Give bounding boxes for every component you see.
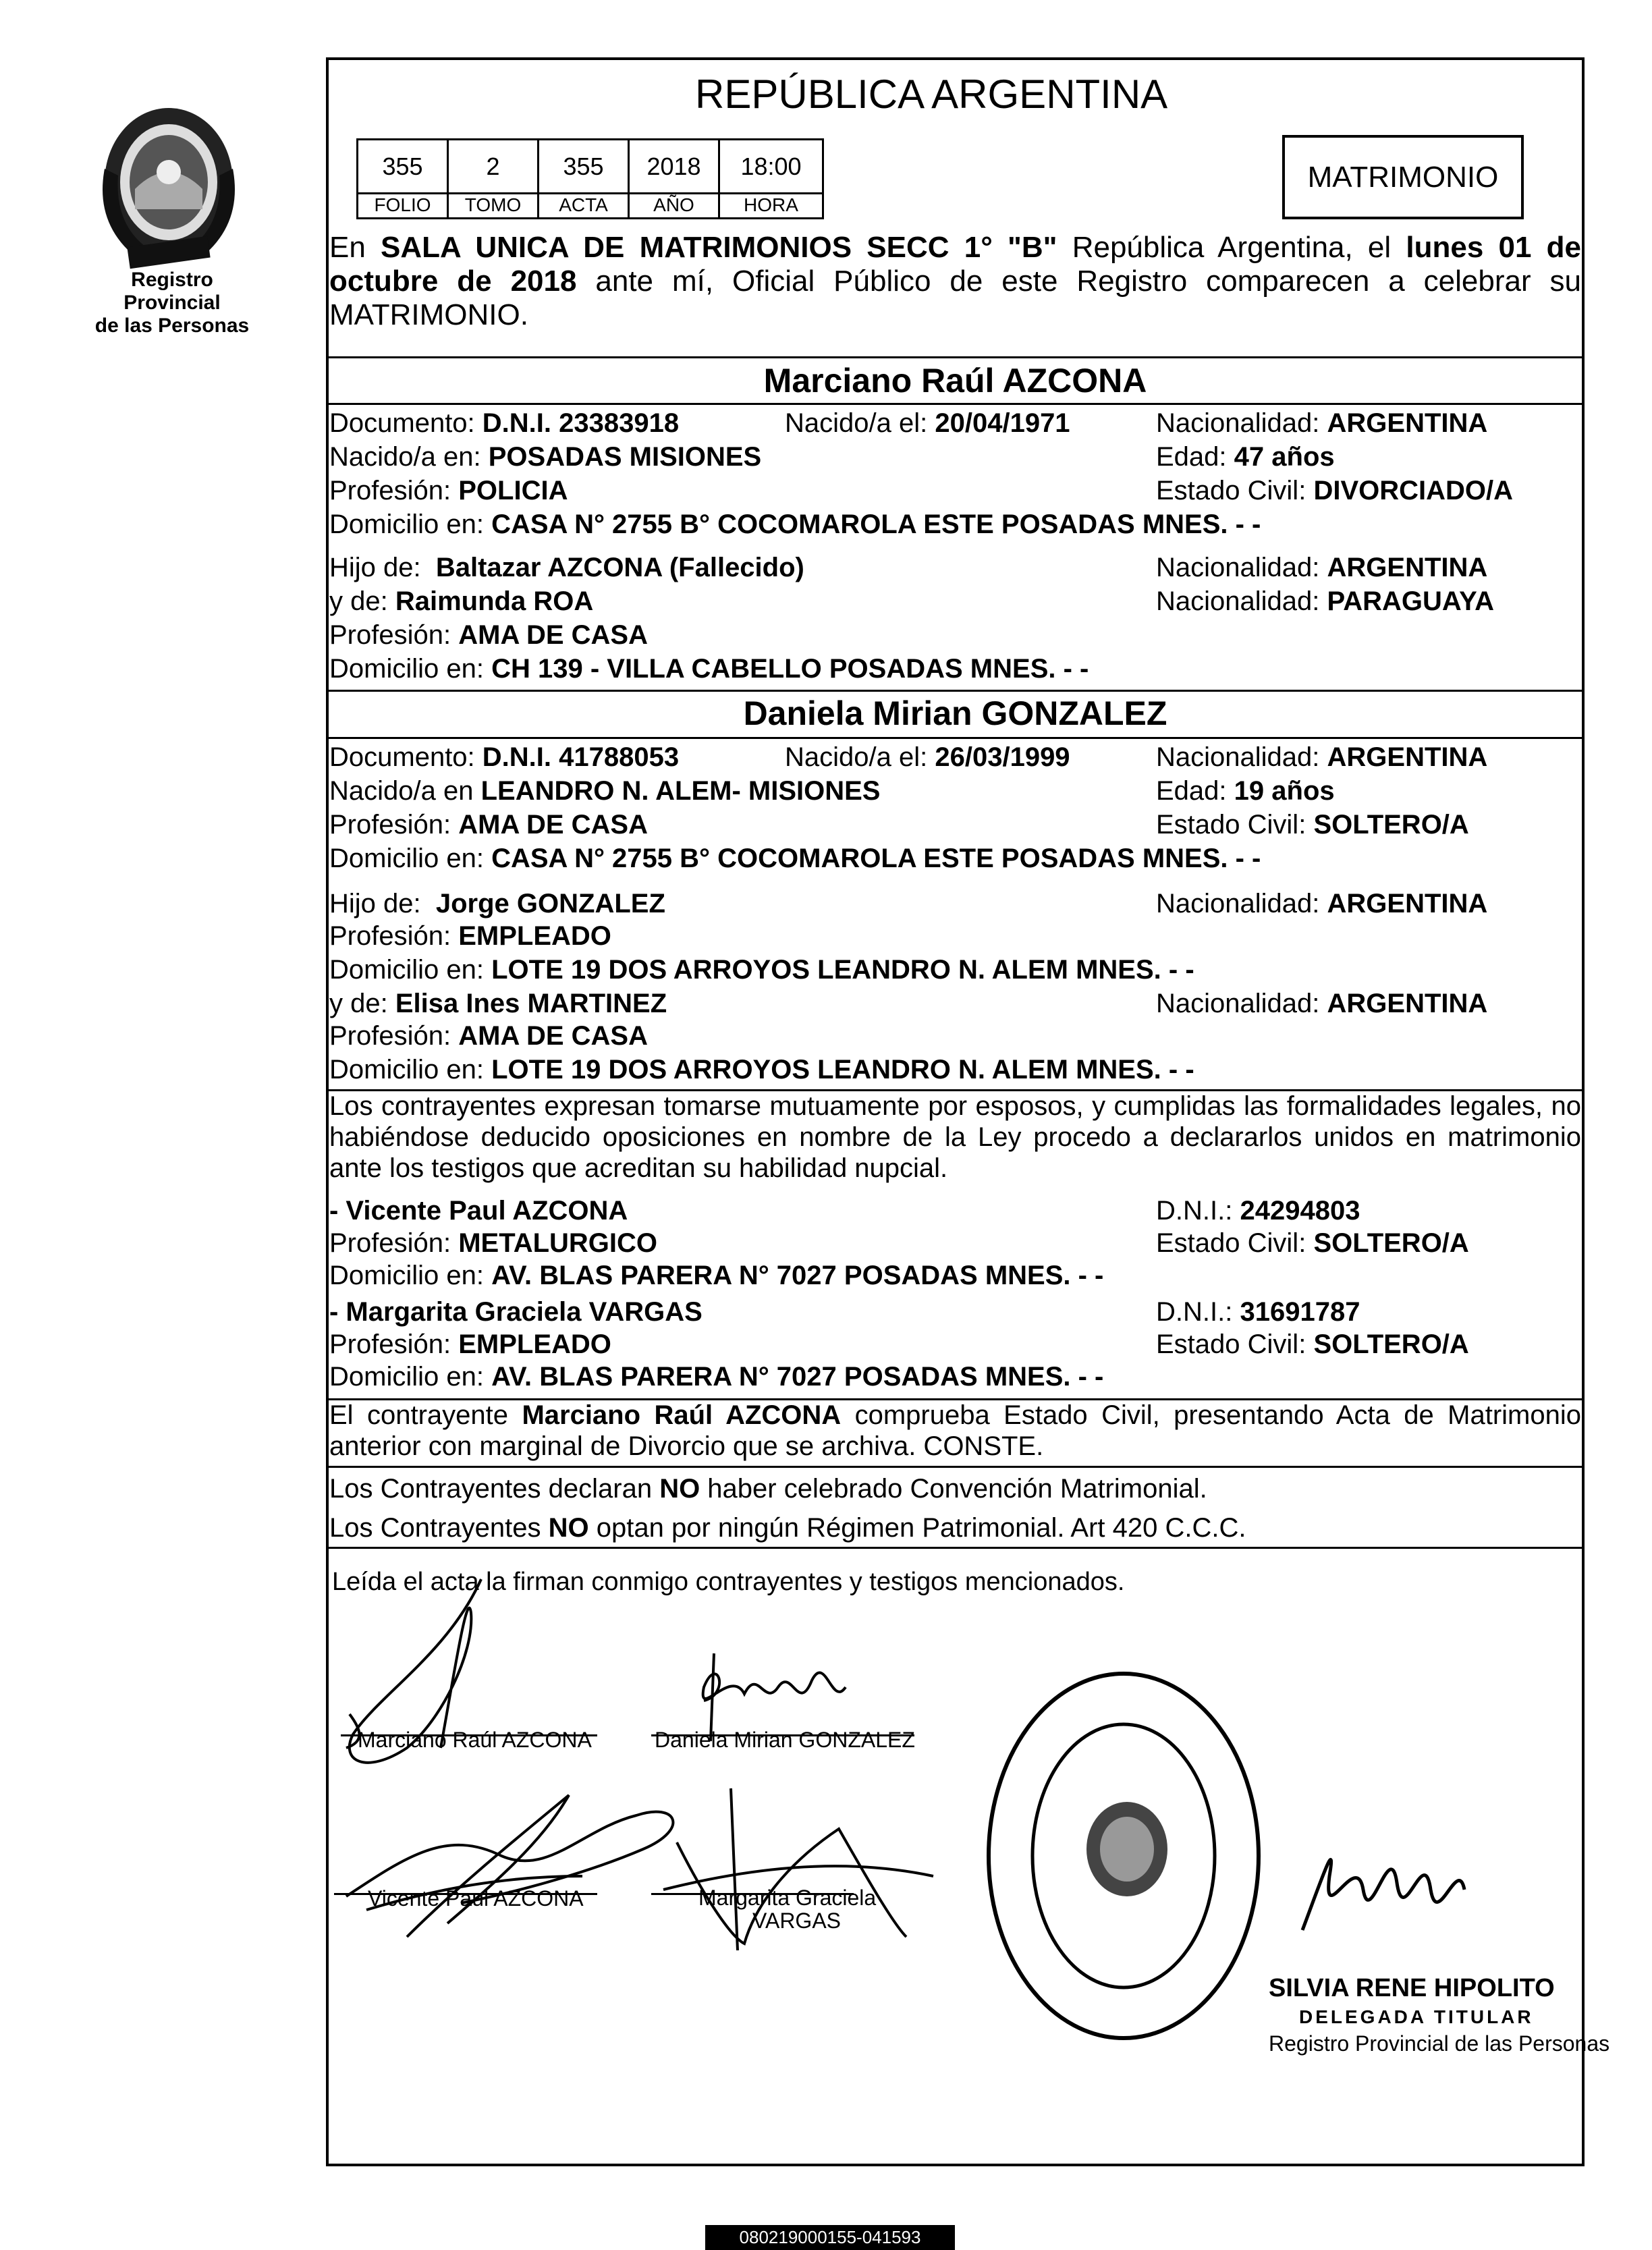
spouse2-mother: y de: Elisa Ines MARTINEZ: [329, 989, 667, 1018]
stamp-seal-icon: [982, 1667, 1265, 2045]
official-signature: [1282, 1795, 1498, 1971]
spouse2-civil-status: Estado Civil: SOLTERO/A: [1156, 810, 1469, 840]
act-type-box: MATRIMONIO: [1282, 135, 1524, 219]
witness1-name: - Vicente Paul AZCONA: [329, 1196, 628, 1226]
spouse2-father-nationality: Nacionalidad: ARGENTINA: [1156, 889, 1488, 918]
divider: [326, 356, 1585, 358]
spouse1-age: Edad: 47 años: [1156, 442, 1335, 472]
spouse2-father-profession: Profesión: EMPLEADO: [329, 921, 611, 951]
witness2-name: - Margarita Graciela VARGAS: [329, 1297, 703, 1327]
spouse1-parents-profession: Profesión: AMA DE CASA: [329, 620, 648, 650]
witness2-profession: Profesión: EMPLEADO: [329, 1329, 611, 1359]
spouse2-name: Daniela Mirian GONZALEZ: [743, 694, 1167, 732]
country-title: REPÚBLICA ARGENTINA: [695, 72, 1168, 117]
acta-cell: 355 ACTA: [537, 138, 630, 219]
spouse2-mother-profession: Profesión: AMA DE CASA: [329, 1021, 648, 1051]
official-stamp: [982, 1667, 1265, 2045]
folio-cell: 355 FOLIO: [356, 138, 449, 219]
anio-cell: 2018 AÑO: [628, 138, 720, 219]
province-seal-icon: [81, 88, 256, 277]
witness1-civil-status: Estado Civil: SOLTERO/A: [1156, 1228, 1469, 1258]
declaration-paragraph: Los contrayentes expresan tomarse mutuamente por esposos, y cumplidas las formalidades legales, no habiéndose deducido oposiciones en nombre de la Ley procedo a declararlos unidos en matrimonio ante los testigos que acreditan su habilidad nupcial.: [329, 1091, 1581, 1183]
spouse2-nationality: Nacionalidad: ARGENTINA: [1156, 742, 1488, 772]
closing-text: Leída el acta la firman conmigo contrayentes y testigos mencionados.: [332, 1568, 1125, 1596]
signature-label-3: Vicente Paul AZCONA: [368, 1886, 584, 1911]
divider: [326, 1466, 1585, 1468]
spouse2-profession: Profesión: AMA DE CASA: [329, 810, 648, 840]
footer-code-box: 080219000155-041593: [705, 2225, 955, 2250]
spouse2-father: Hijo de: Jorge GONZALEZ: [329, 889, 665, 918]
signature-vicente: [346, 1795, 673, 1937]
hora-cell: 18:00 HORA: [718, 138, 824, 219]
spouse2-birthdate: Nacido/a el: 26/03/1999: [785, 742, 1070, 772]
civil-status-note: El contrayente Marciano Raúl AZCONA comprueba Estado Civil, presentando Acta de Matrimonio anterior con marginal de Divorcio que se archiva. CONSTE.: [329, 1400, 1581, 1461]
spouse1-name: Marciano Raúl AZCONA: [763, 362, 1147, 400]
spouse2-document: Documento: D.N.I. 41788053: [329, 742, 680, 772]
spouse2-father-address: Domicilio en: LOTE 19 DOS ARROYOS LEANDRO N. ALEM MNES. - -: [329, 955, 1194, 985]
spouse2-address: Domicilio en: CASA N° 2755 B° COCOMAROLA ESTE POSADAS MNES. - -: [329, 844, 1261, 873]
divider: [326, 1547, 1585, 1549]
official-org: Registro Provincial de las Personas: [1269, 2031, 1610, 2056]
witness1-profession: Profesión: METALURGICO: [329, 1228, 658, 1258]
spouse2-age: Edad: 19 años: [1156, 776, 1335, 806]
spouse1-profession: Profesión: POLICIA: [329, 476, 568, 505]
spouse2-birthplace: Nacido/a en LEANDRO N. ALEM- MISIONES: [329, 776, 881, 806]
logo-caption: Registro Provincial de las Personas: [94, 269, 250, 337]
divider: [326, 737, 1585, 739]
spouse1-parents-address: Domicilio en: CH 139 - VILLA CABELLO POSADAS MNES. - -: [329, 654, 1089, 684]
spouse1-father-nationality: Nacionalidad: ARGENTINA: [1156, 553, 1488, 582]
spouse1-father: Hijo de: Baltazar AZCONA (Fallecido): [329, 553, 804, 582]
registry-logo: [81, 88, 256, 277]
witness1-dni: D.N.I.: 24294803: [1156, 1196, 1360, 1226]
official-role: DELEGADA TITULAR: [1299, 2006, 1534, 2027]
witness2-address: Domicilio en: AV. BLAS PARERA N° 7027 POSADAS MNES. - -: [329, 1362, 1104, 1392]
intro-paragraph: En SALA UNICA DE MATRIMONIOS SECC 1° "B" República Argentina, el lunes 01 de octubre de 2018 ante mí, Oficial Público de este Registro comparecen a celebrar su MATRIMONIO.: [329, 231, 1582, 331]
witness2-dni: D.N.I.: 31691787: [1156, 1297, 1360, 1327]
spouse1-address: Domicilio en: CASA N° 2755 B° COCOMAROLA ESTE POSADAS MNES. - -: [329, 510, 1261, 539]
divider: [326, 403, 1585, 405]
spouse1-mother: y de: Raimunda ROA: [329, 586, 594, 616]
spouse1-mother-nationality: Nacionalidad: PARAGUAYA: [1156, 586, 1494, 616]
regime-line: Los Contrayentes NO optan por ningún Régimen Patrimonial. Art 420 C.C.C.: [329, 1513, 1246, 1543]
spouse2-mother-address: Domicilio en: LOTE 19 DOS ARROYOS LEANDRO N. ALEM MNES. - -: [329, 1055, 1194, 1085]
spouse1-birthdate: Nacido/a el: 20/04/1971: [785, 408, 1070, 438]
spouse1-document: Documento: D.N.I. 23383918: [329, 408, 680, 438]
spouse1-nationality: Nacionalidad: ARGENTINA: [1156, 408, 1488, 438]
signature-label-2: Daniela Mirian GONZALEZ: [655, 1728, 915, 1752]
witness1-address: Domicilio en: AV. BLAS PARERA N° 7027 POSADAS MNES. - -: [329, 1261, 1104, 1290]
spouse1-birthplace: Nacido/a en: POSADAS MISIONES: [329, 442, 762, 472]
witness2-civil-status: Estado Civil: SOLTERO/A: [1156, 1329, 1469, 1359]
spouse1-civil-status: Estado Civil: DIVORCIADO/A: [1156, 476, 1514, 505]
signature-label-4: Margarita Graciela VARGAS: [698, 1886, 877, 1933]
convention-line: Los Contrayentes declaran NO haber celebrado Convención Matrimonial.: [329, 1474, 1207, 1504]
divider: [326, 690, 1585, 692]
official-name: SILVIA RENE HIPOLITO: [1269, 1974, 1555, 2002]
spouse2-mother-nationality: Nacionalidad: ARGENTINA: [1156, 989, 1488, 1018]
signature-label-1: Marciano Raúl AZCONA: [358, 1728, 592, 1752]
tomo-cell: 2 TOMO: [447, 138, 539, 219]
